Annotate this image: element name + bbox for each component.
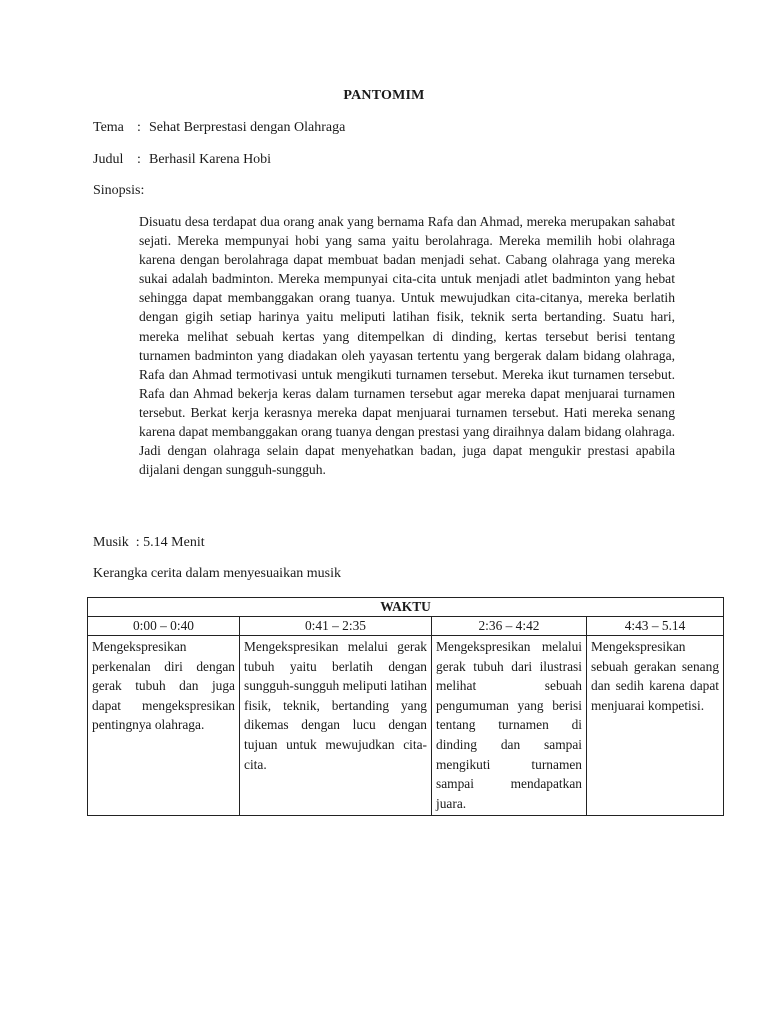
- page-title: PANTOMIM: [343, 88, 425, 103]
- tema-field: [93, 120, 345, 136]
- sinopsis-paragraph: Disuatu desa terdapat dua orang anak yang bernama Rafa dan Ahmad, mereka merupakan sahabat sejati. Mereka mempunyai hobi yang sama yaitu berolahraga. Mereka memilih hobi olahraga karena dengan berolahraga dapat membuat badan menjadi sehat. Cabang olahraga yang mereka sukai adalah badminton. Mereka mempunyai cita-cita untuk menjadi atlet badminton yang hebat sehingga dapat membanggakan orang tuanya. Untuk mewujudkan cita-citanya, mereka berlatih dengan gigih setiap harinya yaitu meliputi latihan fisik, teknik serta bertanding. Suatu hari, mereka melihat sebuah kertas yang ditempelkan di dinding, kertas tersebut berisi tentang turnamen badminton yang diadakan oleh yayasan tertentu yang bergerak dalam bidang olahraga, Rafa dan Ahmad termotivasi untuk mengikuti turnamen tersebut. Mereka ikut turnamen tersebut. Rafa dan Ahmad bekerja keras dalam turnamen tersebut agar mereka dapat menjuarai turnamen tersebut. Berkat kerja kerasnya mereka dapat menjuarai turnamen tersebut. Hati mereka senang karena dapat membanggakan orang tuanya dengan prestasi yang diraihnya dalam bidang olahraga. Jadi dengan olahraga selain dapat menyehatkan badan, juga dapat mengukir prestasi apabila dijalani dengan sungguh-sungguh.: [139, 214, 675, 478]
- judul-field: [93, 152, 271, 168]
- time-cell: 2:36 – 4:42: [432, 617, 587, 636]
- tema-value: Sehat Berprestasi dengan Olahraga: [149, 120, 346, 135]
- sinopsis-label: Sinopsis:: [93, 183, 145, 198]
- description-cell: Mengekspresikan perkenalan diri dengan gerak tubuh dan juga dapat mengekspresikan pentingnya olahraga.: [88, 636, 240, 816]
- musik-duration: Musik : 5.14 Menit: [93, 535, 205, 550]
- time-row: [88, 617, 724, 636]
- kerangka-heading: Kerangka cerita dalam menyesuaikan musik: [93, 566, 342, 581]
- judul-label: Judul: [93, 152, 124, 167]
- time-cell: 4:43 – 5.14: [587, 617, 724, 636]
- waktu-header: WAKTU: [88, 598, 724, 617]
- judul-separator: :: [137, 152, 141, 167]
- judul-value: Berhasil Karena Hobi: [149, 152, 272, 167]
- tema-separator: :: [137, 120, 141, 135]
- table-header-row: [88, 598, 724, 617]
- description-row: [88, 636, 724, 816]
- description-cell: Mengekspresikan melalui gerak tubuh dari ilustrasi melihat sebuah pengumuman yang berisi tentang turnamen di dinding dan sampai mengikuti turnamen sampai mendapatkan juara.: [432, 636, 587, 816]
- time-cell: 0:41 – 2:35: [240, 617, 432, 636]
- tema-label: Tema: [93, 120, 124, 135]
- music-framework-table: [87, 597, 724, 816]
- description-cell: Mengekspresikan sebuah gerakan senang dan sedih karena dapat menjuarai kompetisi.: [587, 636, 724, 816]
- description-cell: Mengekspresikan melalui gerak tubuh yaitu berlatih dengan sungguh-sungguh meliputi latihan fisik, teknik, bertanding yang dikemas dengan lucu dengan tujuan untuk mewujudkan cita-cita.: [240, 636, 432, 816]
- time-cell: 0:00 – 0:40: [88, 617, 240, 636]
